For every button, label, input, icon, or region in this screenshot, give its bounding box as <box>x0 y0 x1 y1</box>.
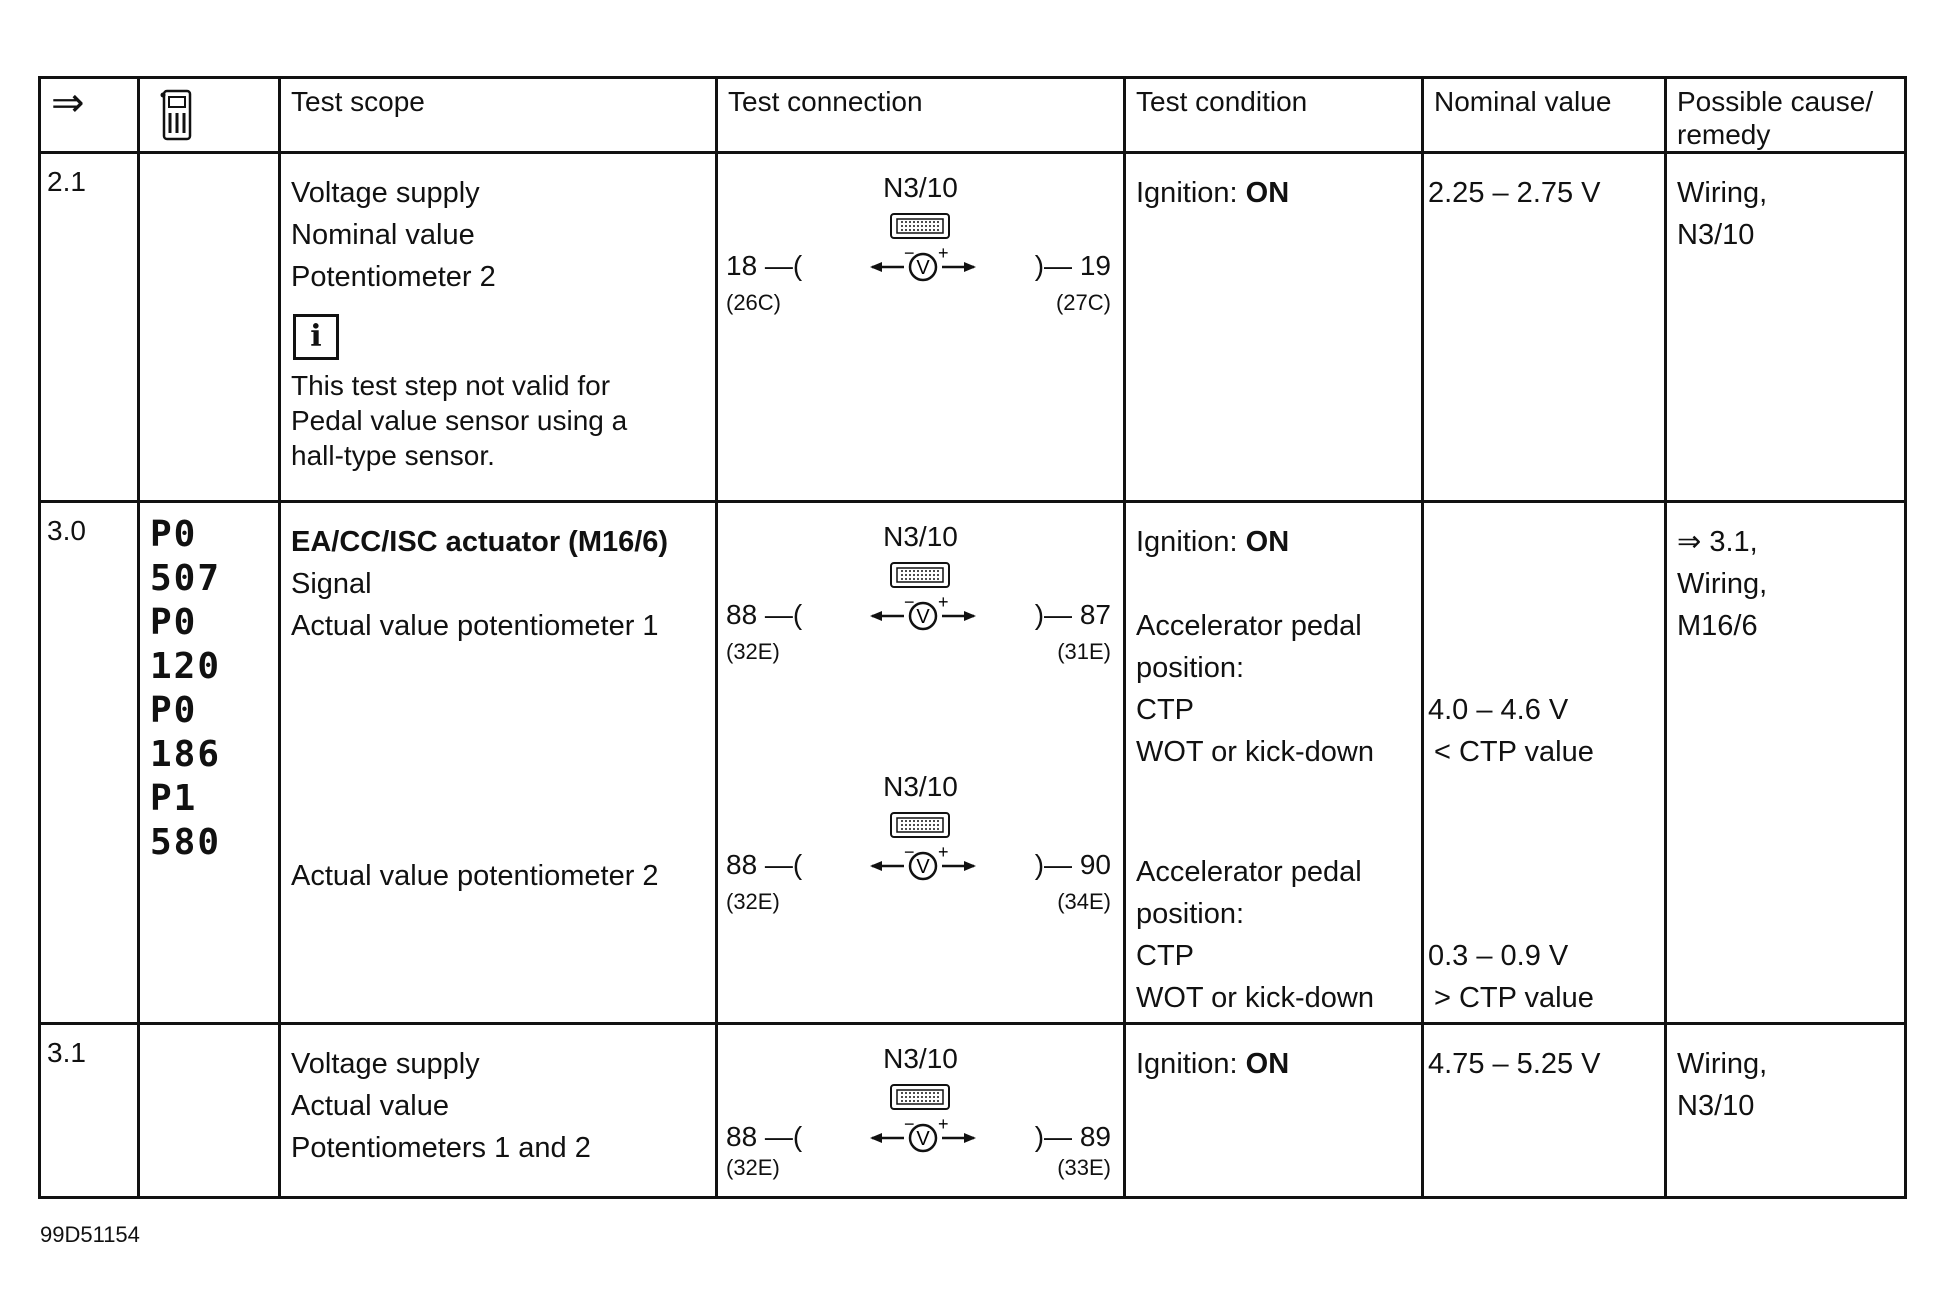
pin-left: 88 —( <box>726 599 803 630</box>
test-condition-cell: Ignition: ON <box>1125 153 1423 502</box>
header-arrow-cell <box>40 78 139 153</box>
nominal-value-cell: 4.0 – 4.6 V < CTP value 0.3 – 0.9 V > CTP value <box>1423 502 1666 1024</box>
test-scope-cell: Voltage supply Nominal value Potentiometer 2 i This test step not valid for Pedal value sensor using a hall-type sensor. <box>280 153 717 502</box>
svg-text:+: + <box>938 596 949 612</box>
pin-right: )— 87 <box>1034 599 1111 630</box>
voltmeter-icon <box>868 596 978 632</box>
step-number: 3.0 <box>40 502 139 1024</box>
info-icon: i <box>293 314 339 360</box>
socket-left: (32E) <box>726 639 780 664</box>
test-connection-cell <box>717 153 1125 502</box>
pin-left: 18 —( <box>726 250 803 281</box>
test-condition-cell: Ignition: ON Accelerator pedal position: CTP WOT or kick-down Accelerator pedal position: CTP WOT or kick-down <box>1125 502 1423 1024</box>
test-table-document <box>38 76 1904 1200</box>
svg-text:V: V <box>916 257 930 279</box>
test-condition-cell: Ignition: ON <box>1125 1024 1423 1198</box>
table-row-3-0 <box>40 502 1906 1024</box>
svg-text:−: − <box>904 1118 915 1134</box>
socket-left: (32E) <box>726 889 780 914</box>
table-row-2-1 <box>40 153 1906 502</box>
svg-text:+: + <box>938 247 949 263</box>
test-scope-cell: Voltage supply Actual value Potentiometers 1 and 2 <box>280 1024 717 1198</box>
voltmeter-icon <box>868 247 978 283</box>
test-table <box>38 76 1907 1199</box>
fault-code: P0 186 <box>150 690 222 775</box>
pin-right: )— 19 <box>1034 250 1111 281</box>
nominal-value-cell: 4.75 – 5.25 V <box>1423 1024 1666 1198</box>
step-number: 2.1 <box>40 153 139 502</box>
header-test-scope: Test scope <box>280 78 717 153</box>
fault-code: P0 507 <box>150 514 222 599</box>
connection-diagram-1: N3/10 V − + 88 —( )— 87 (32E) (31E) <box>726 521 1111 664</box>
header-test-condition: Test condition <box>1125 78 1423 153</box>
socket-right: (34E) <box>1057 889 1111 914</box>
socket-left: (32E) <box>726 1155 780 1180</box>
connection-diagram: N3/10 V − + 18 —( )— 19 (26C) (27C) <box>726 172 1111 315</box>
possible-cause-cell: Wiring, N3/10 <box>1666 153 1906 502</box>
header-nominal-value: Nominal value <box>1423 78 1666 153</box>
socket-right: (27C) <box>1055 290 1111 315</box>
test-connection-cell <box>717 1024 1125 1198</box>
connector-icon <box>889 212 951 242</box>
socket-left: (26C) <box>726 290 782 315</box>
fault-code: P0 120 <box>150 602 222 687</box>
test-connection-cell <box>717 502 1125 1024</box>
info-note: This test step not valid for Pedal value sensor using a hall-type sensor. <box>291 370 628 471</box>
connection-diagram-2: N3/10 V − + 88 —( )— 90 (32E) (34E) <box>726 771 1111 914</box>
diagnostic-tester-icon <box>160 89 194 141</box>
pin-right: )— 89 <box>1034 1121 1111 1152</box>
svg-text:V: V <box>916 606 930 628</box>
svg-text:+: + <box>938 1118 949 1134</box>
connector-icon <box>889 561 951 591</box>
header-possible-cause: Possible cause/ remedy <box>1666 78 1906 153</box>
test-scope-cell: EA/CC/ISC actuator (M16/6) Signal Actual value potentiometer 1 Actual value potentiometer 2 <box>280 502 717 1024</box>
voltmeter-icon <box>868 846 978 882</box>
connection-diagram: N3/10 V − + 88 —( )— 89 (32E) (33E) <box>726 1043 1111 1180</box>
header-test-connection: Test connection <box>717 78 1125 153</box>
arrow-icon: ⇒ <box>51 81 85 125</box>
nominal-value-cell: 2.25 – 2.75 V <box>1423 153 1666 502</box>
figure-code: 99D51154 <box>40 1222 140 1247</box>
pin-right: )— 90 <box>1034 849 1111 880</box>
table-row-3-1 <box>40 1024 1906 1198</box>
pin-left: 88 —( <box>726 1121 803 1152</box>
svg-text:+: + <box>938 846 949 862</box>
socket-right: (31E) <box>1057 639 1111 664</box>
voltmeter-icon <box>868 1118 978 1154</box>
dtc-cell <box>139 502 280 1024</box>
svg-text:−: − <box>904 846 915 862</box>
connector-icon <box>889 811 951 841</box>
pin-left: 88 —( <box>726 849 803 880</box>
table-header-row <box>40 78 1906 153</box>
socket-right: (33E) <box>1057 1155 1111 1180</box>
svg-text:−: − <box>904 247 915 263</box>
dtc-cell-empty <box>139 1024 280 1198</box>
possible-cause-cell: ⇒ 3.1, Wiring, M16/6 <box>1666 502 1906 1024</box>
svg-text:V: V <box>916 856 930 878</box>
svg-text:−: − <box>904 596 915 612</box>
possible-cause-cell: Wiring, N3/10 <box>1666 1024 1906 1198</box>
connector-icon <box>889 1083 951 1113</box>
dtc-cell-empty <box>139 153 280 502</box>
step-number: 3.1 <box>40 1024 139 1198</box>
svg-text:V: V <box>916 1128 930 1150</box>
header-tester-cell <box>139 78 280 153</box>
fault-code: P1 580 <box>150 778 222 863</box>
